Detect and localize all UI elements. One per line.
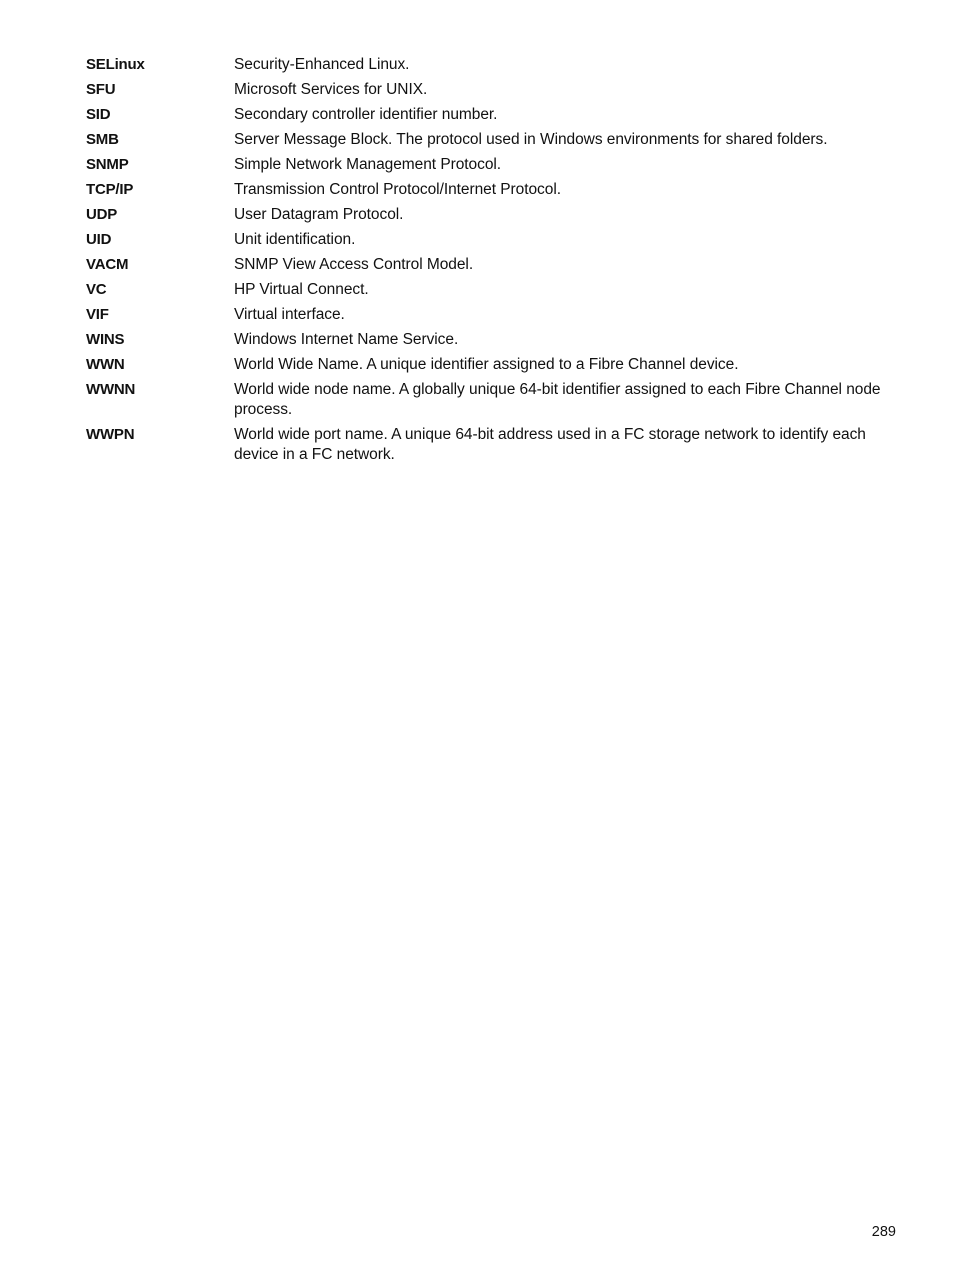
glossary-term: SELinux [86, 56, 145, 73]
glossary-definition: HP Virtual Connect. [234, 281, 369, 298]
glossary-entry [86, 330, 902, 350]
glossary-term: UDP [86, 206, 118, 223]
glossary-term: VC [86, 281, 107, 298]
glossary-definition: Transmission Control Protocol/Internet Protocol. [234, 181, 561, 198]
glossary-definition: Simple Network Management Protocol. [234, 156, 502, 173]
glossary-term: VIF [86, 306, 109, 323]
glossary-term: VACM [86, 256, 129, 273]
glossary-term: SMB [86, 131, 119, 148]
page-number: 289 [871, 1224, 896, 1240]
glossary-definition: SNMP View Access Control Model. [234, 256, 474, 273]
glossary-term: SNMP [86, 156, 129, 173]
glossary-entry [86, 230, 902, 250]
glossary-term: TCP/IP [86, 181, 134, 198]
glossary-definition: World wide port name. A unique 64-bit address used in a FC storage network to identify each device in a FC network. [234, 426, 866, 463]
glossary-term: SID [86, 106, 111, 123]
glossary-entry [86, 130, 902, 150]
glossary-entry [86, 380, 902, 420]
glossary-entry [86, 305, 902, 325]
glossary-term: UID [86, 231, 112, 248]
glossary-definition: Secondary controller identifier number. [234, 106, 498, 123]
glossary-entry [86, 205, 902, 225]
glossary-entry [86, 255, 902, 275]
glossary-term: SFU [86, 81, 116, 98]
glossary-definition: Unit identification. [234, 231, 356, 248]
glossary-entry [86, 55, 902, 75]
glossary-definition: World Wide Name. A unique identifier assigned to a Fibre Channel device. [234, 356, 739, 373]
glossary-entry [86, 155, 902, 175]
glossary-entry [86, 105, 902, 125]
glossary-term: WINS [86, 331, 125, 348]
glossary-term: WWNN [86, 381, 136, 398]
glossary-entry [86, 80, 902, 100]
glossary-list [86, 55, 902, 470]
glossary-entry [86, 355, 902, 375]
glossary-definition: Virtual interface. [234, 306, 345, 323]
glossary-entry [86, 425, 902, 465]
glossary-definition: Security-Enhanced Linux. [234, 56, 410, 73]
glossary-term: WWN [86, 356, 125, 373]
glossary-definition: Microsoft Services for UNIX. [234, 81, 428, 98]
glossary-entry [86, 180, 902, 200]
glossary-definition: Server Message Block. The protocol used in Windows environments for shared folders. [234, 131, 828, 148]
glossary-term: WWPN [86, 426, 135, 443]
glossary-definition: User Datagram Protocol. [234, 206, 404, 223]
glossary-definition: World wide node name. A globally unique 64-bit identifier assigned to each Fibre Channel node process. [234, 381, 881, 418]
glossary-entry [86, 280, 902, 300]
glossary-definition: Windows Internet Name Service. [234, 331, 459, 348]
